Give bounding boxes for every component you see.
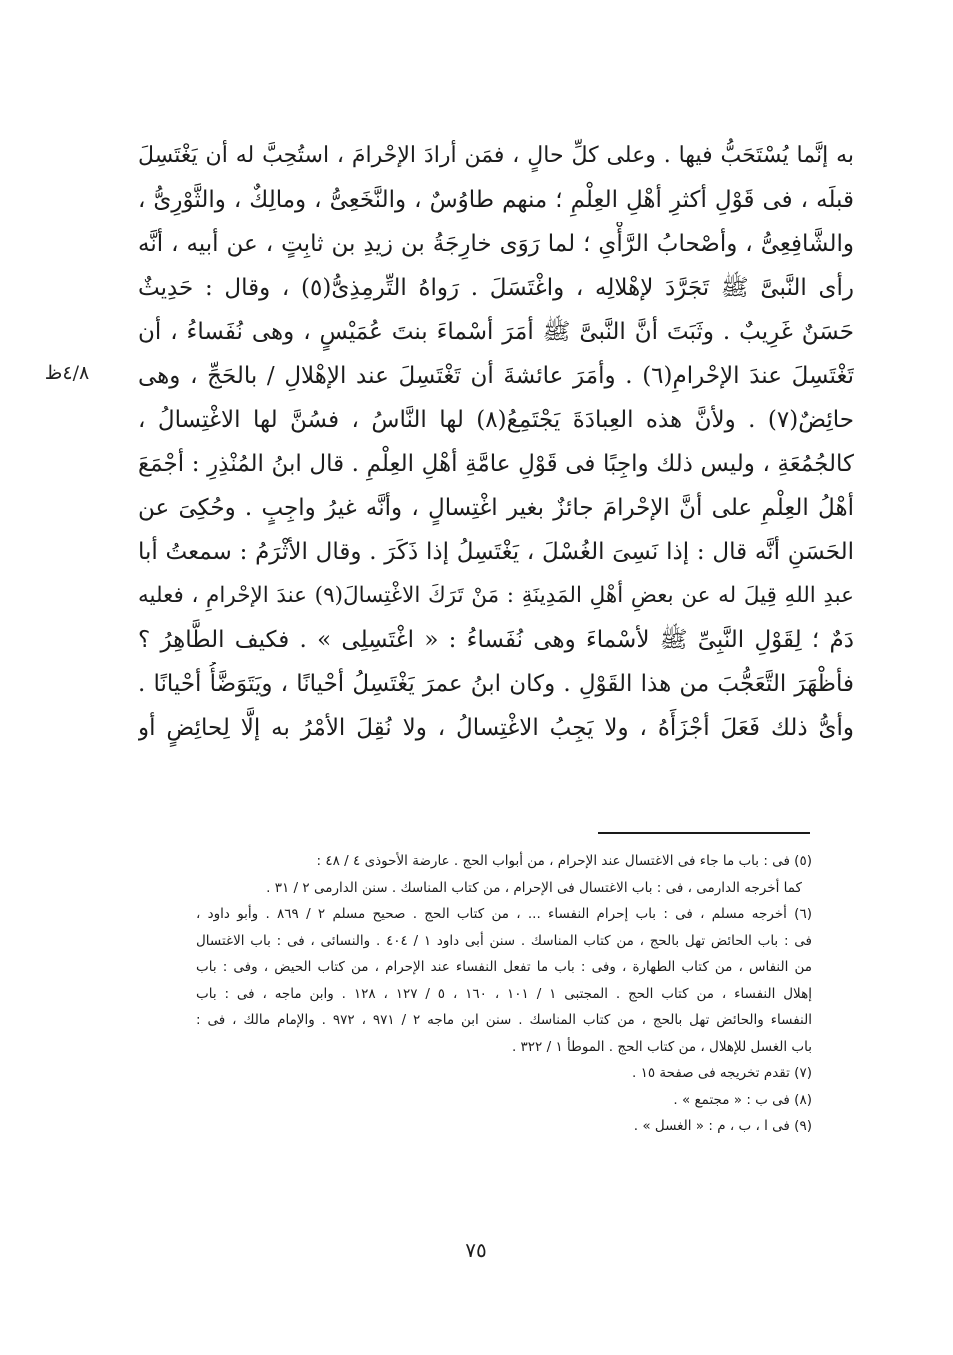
margin-folio-note: ٤/٨ظ (44, 362, 90, 384)
main-text-line: أهْلُ العِلْمِ على أنَّ الإحْرامَ جائزٌ بغير اغْتِسالٍ ، وأنَّه غيرُ واجِبٍ . وحُكِىَ عن (138, 495, 854, 521)
footnote-line: (٨) فى ب : « مجتمع » . (673, 1091, 812, 1108)
main-text-line: به إنَّما يُسْتَحَبُّ فيها . وعلى كلِّ حالٍ ، فمَن أرادَ الإحْرامَ ، استُحِبَّ له أن يَغْتَسِلَ (138, 143, 854, 168)
main-text-line: حائِضٌ(٧) . ولأنَّ هذه العِبادَةَ يَجْتَمِعُ(٨) لها النَّاسُ ، فسُنَّ لها الاغْتِسالُ ، (138, 407, 854, 433)
main-text-line: فأظْهَرَ التَّعَجُّبَ من هذا القَوْلِ . وكان ابنُ عمرَ يَغْتَسِلُ أحْيانًا ، ويَتَوَضَّأُ أحْيانًا . (138, 671, 854, 697)
footnote-line: (٥) فى : باب ما جاء فى الاغتسال عند الإحرام ، من أبواب الحج . عارضة الأحوذى ٤ / ٤٨ : (316, 853, 812, 869)
footnote-line: فى : باب الحائض تهل بالحج ، من كتاب المناسك . سنن أبى داود ١ / ٤٠٤ . والنسائى ، فى : باب الاغتسال (196, 932, 812, 949)
footnote-line: إهلال النفساء ، من كتاب الحج . المجتبى ١ / ١٠١ ، ١٦٠ ، ٥ / ١٢٧ ، ١٢٨ . وابن ماجه ، فى : باب (196, 985, 812, 1002)
main-text-line: دَمٌ ؛ لِقَوْلِ النَّبِىِّ ﷺ لأسْماءَ وهى نُفَساءُ : « اغْتَسِلِى » . فكيف الطَّاهِرُ ؟ (138, 627, 854, 653)
footnote-line: كما أخرجه الدارمى ، فى : باب الاغتسال فى الإحرام ، من كتاب المناسك . سنن الدارمى ٢ / ٣١ . (266, 879, 802, 896)
footnote-divider (598, 832, 810, 834)
footnote-line: النفساء والحائض تهل بالحج ، من كتاب المناسك . سنن ابن ماجه ٢ / ٩٧١ ، ٩٧٢ . والإمام مالك ، فى : (196, 1012, 812, 1028)
main-text-line: وأىُّ ذلك فَعَلَ أجْزَأَهُ ، ولا يَجِبُ الاغْتِسالُ ، ولا نُقِلَ الأمْرُ به إلَّا لِحائِضٍ أو (138, 715, 854, 741)
main-text-block (138, 134, 854, 750)
footnote-line: (٦) أخرجه مسلم ، فى : باب إحرام النفساء ... ، من كتاب الحج . صحيح مسلم ٢ / ٨٦٩ . وأبو داود ، (196, 906, 812, 922)
main-text-line: تَغْتَسِلَ عندَ الإحْرامِ(٦) . وأمَرَ عائشةَ أن تَغْتَسِلَ عند الإهْلالِ / بالحَجِّ ، وهى (138, 363, 854, 389)
main-text-line: الحَسَنِ أنَّه قال : إذا نَسِىَ الغُسْلَ ، يَغْتَسِلُ إذا ذَكَرَ . وقال الأثْرَمُ : سمعتُ أبا (138, 539, 854, 565)
main-text-line: حَسَنٌ غَرِيبٌ . وثَبَتَ أنَّ النَّبىَّ ﷺ أمَرَ أسْماءَ بنتَ عُمَيْسٍ ، وهى نُفَساءُ ، أن (138, 319, 854, 345)
main-text-line: رأى النَّبىَّ ﷺ تَجَرَّدَ لإهْلالِه ، واغْتَسَلَ . رَواهُ التِّرمِذِىُّ(٥) ، وقال : حَدِيثٌ (138, 275, 854, 301)
footnote-line: باب الغسل للإهلال ، من كتاب الحج . الموطأ ١ / ٣٢٢ . (511, 1038, 812, 1055)
footnote-line: (٧) تقدم تخريجه فى صفحة ١٥ . (632, 1065, 812, 1081)
footnote-line: من النفاس ، من كتاب الطهارة ، وفى : باب ما تفعل النفساء عند الإحرام ، من كتاب الحيض ، وفى : باب (196, 959, 812, 975)
footnote-line: (٩) فى ا ، ب ، م : « الغسل » . (633, 1118, 812, 1134)
main-text-line: كالجُمُعَةِ ، وليس ذلك واجِبًا فى قَوْلِ عامَّةِ أهْلِ العِلْمِ . قال ابنُ المُنْذِرِ : أجْمَعَ (138, 451, 854, 477)
main-text-line: والشَّافِعِىُّ ، وأصْحابُ الرَّأْىِ ؛ لما رَوَى خارِجَةُ بن زيدِ بن ثابِتٍ ، عن أبيه ، أنَّه (138, 231, 854, 257)
main-text-line: قبلَه ، فى قَوْلِ أكثرِ أهْلِ العِلْمِ ؛ منهم طاوُسٌ ، والنَّخَعِىُّ ، ومالِكٌ ، والثَّوْرِىُّ ، (138, 187, 854, 213)
page-number: ٧٥ (465, 1238, 487, 1262)
footnotes-block (196, 848, 812, 1140)
main-text-line: عبدِ اللهِ قِيلَ له عن بعضِ أهْلِ المَدِينَةِ : مَنْ تَرَكَ الاغْتِسالَ(٩) عندَ الإحْرامِ ، فعليه (138, 583, 854, 608)
